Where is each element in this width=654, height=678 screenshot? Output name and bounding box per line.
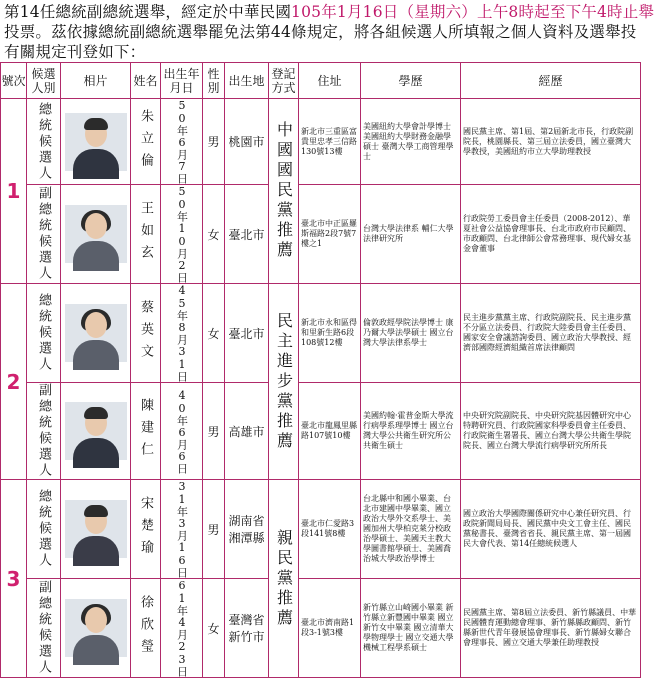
candidate-address: 臺北市濟南路1段3-1號3樓: [299, 579, 361, 678]
intro-line1-date: 105年1月16日（星期六）上午8時起至下午4時止舉: [291, 3, 654, 21]
group-number-cell: [1, 284, 27, 480]
candidate-name: 陳建仁: [138, 398, 153, 464]
table-row: [1, 185, 641, 284]
candidate-dob: 50年10月2日: [175, 185, 189, 283]
intro-line2: 投票。茲依據總統副總統選舉罷免法第44條規定，將各組候選人所填報之個人資料及選舉投: [4, 23, 637, 41]
candidate-education: 美國約翰·霍普金斯大學流行病學系理學博士 國立台灣大學公共衛生研究所公共衛生碩士: [361, 383, 461, 480]
candidate-gender: 女: [203, 579, 225, 678]
candidate-name: 宋楚瑜: [138, 496, 153, 562]
candidate-birthplace: 桃園市: [225, 99, 269, 185]
table-row: [1, 99, 641, 185]
candidate-dob: 40年6月6日: [175, 388, 189, 474]
candidate-name: 朱立倫: [138, 108, 153, 175]
intro-line1-a: 第14任總統副總統選舉，經定於中華民國: [4, 3, 292, 21]
candidate-gender: 男: [203, 383, 225, 480]
header-registration: 登記方式: [269, 63, 299, 99]
candidate-name: 徐欣瑩: [138, 595, 153, 661]
group-number: 1: [6, 179, 21, 203]
candidate-dob: 61年4月23日: [175, 579, 189, 677]
intro-line3: 有關規定刊登如下：: [4, 43, 146, 61]
candidate-birthplace: 臺灣省新竹市: [225, 579, 269, 678]
candidate-role: 總統候選人: [36, 293, 51, 373]
candidate-photo: [65, 205, 127, 263]
candidate-photo: [65, 304, 127, 362]
candidate-education: 倫敦政經學院法學博士 康乃爾大學法學碩士 國立台灣大學法律系學士: [361, 284, 461, 383]
candidate-role: 副總統候選人: [36, 186, 51, 282]
intro-text: [4, 2, 654, 62]
candidate-name: 蔡英文: [138, 300, 153, 366]
party-recommendation: 民主進步黨推薦: [274, 311, 294, 452]
candidate-dob: 45年8月31日: [175, 284, 189, 382]
header-address: 住址: [299, 63, 361, 99]
table-header-row: [1, 63, 641, 99]
candidate-dob: 50年6月7日: [175, 99, 189, 184]
candidate-experience: 行政院勞工委員會主任委員（2008-2012）、華夏社會公益協會理事長、台北市政府市民顧問、市政顧問、台北律師公會常務理事、現代婦女基金會董事: [461, 185, 641, 284]
candidate-education: 新竹縣立山崎國小畢業 新竹縣立新豐國中畢業 國立新竹女中畢業 國立清華大學物理學士 國立交通大學機械工程學系碩士: [361, 579, 461, 678]
candidate-experience: 國民黨主席、第1屆、第2屆新北市長，行政院副院長，桃園縣長、第三屆立法委員，國立臺灣大學教授，美國紐約市立大學助理教授: [461, 99, 641, 185]
candidate-education: 美國紐約大學會計學博士 美國紐約大學財務金融學碩士 臺灣大學工商管理學士: [361, 99, 461, 185]
candidate-name: 王如玄: [138, 201, 153, 267]
group-number-cell: [1, 480, 27, 678]
candidate-photo: [65, 113, 127, 171]
candidate-birthplace: 臺北市: [225, 185, 269, 284]
candidate-birthplace: 臺北市: [225, 284, 269, 383]
header-birthplace: 出生地: [225, 63, 269, 99]
candidate-gender: 男: [203, 99, 225, 185]
candidate-table: [0, 62, 641, 678]
header-experience: 經歷: [461, 63, 641, 99]
candidate-dob: 31年3月16日: [175, 480, 189, 578]
table-row: [1, 284, 641, 383]
group-number: 2: [6, 369, 21, 394]
candidate-role: 副總統候選人: [36, 580, 51, 676]
candidate-address: 臺北市龍鳳里縣路107號10樓: [299, 383, 361, 480]
candidate-education: 台灣大學法律系 輔仁大學法律研究所: [361, 185, 461, 284]
group-number: 3: [6, 566, 21, 591]
header-dob: 出生年月日: [161, 63, 203, 99]
candidate-education: 台北縣中和國小畢業、台北市建國中學畢業、國立政治大學外交系學士、美國加州大學柏克萊分校政治學碩士、美國天主教大學圖書館學碩士、美國喬治城大學政治學博士: [361, 480, 461, 579]
table-row: [1, 383, 641, 480]
header-education: 學歷: [361, 63, 461, 99]
candidate-address: 臺北市中正區羅斯福路2段7號7樓之1: [299, 185, 361, 284]
candidate-address: 新北市永和區得和里新生路6段108號12樓: [299, 284, 361, 383]
party-recommendation: 親民黨推薦: [274, 528, 294, 629]
candidate-birthplace: 湖南省湘潭縣: [225, 480, 269, 579]
candidate-address: 臺北市仁愛路3段141號8樓: [299, 480, 361, 579]
candidate-photo: [65, 599, 127, 657]
table-row: [1, 480, 641, 579]
candidate-birthplace: 高雄市: [225, 383, 269, 480]
candidate-gender: 女: [203, 185, 225, 284]
candidate-experience: 民國黨主席、第8屆立法委員、新竹縣議員、中華民國體育運動總會理事、新竹縣縣政顧問、新竹縣新世代青年發展協會理事長、新竹縣婦女聯合會理事長、國立交通大學兼任助理教授: [461, 579, 641, 678]
candidate-gender: 女: [203, 284, 225, 383]
candidate-gender: 男: [203, 480, 225, 579]
candidate-experience: 民主進步黨黨主席、行政院副院長、民主進步黨不分區立法委員、行政院大陸委員會主任委員、國家安全會議諮詢委員、國立政治大學教授、經濟部國際經濟組織首席法律顧問: [461, 284, 641, 383]
party-recommendation: 中國國民黨推薦: [274, 121, 294, 261]
header-candidate: 候選人別: [27, 63, 61, 99]
candidate-role: 總統候選人: [36, 489, 51, 569]
header-name: 姓名: [131, 63, 161, 99]
candidate-role: 副總統候選人: [36, 383, 51, 479]
candidate-experience: 國立政治大學國際關係研究中心兼任研究員、行政院新聞局局長、國民黨中央文工會主任、國民黨秘書長、臺灣省省長、親民黨主席、第一屆國民大會代表、第14任總統候選人: [461, 480, 641, 579]
candidate-photo: [65, 402, 127, 460]
candidate-photo: [65, 500, 127, 558]
candidate-role: 總統候選人: [36, 101, 51, 182]
header-gender: 性別: [203, 63, 225, 99]
table-row: [1, 579, 641, 678]
group-number-cell: [1, 99, 27, 284]
candidate-experience: 中央研究院副院長、中央研究院基因體研究中心特聘研究員、行政院國家科學委員會主任委員、行政院衛生署署長、國立台灣大學公共衛生學院院長、國立台灣大學流行病學研究所所長: [461, 383, 641, 480]
header-photo: 相片: [61, 63, 131, 99]
header-number: 號次: [1, 63, 27, 99]
candidate-address: 新北市三重區富貴里忠孝三信路130號13樓: [299, 99, 361, 185]
